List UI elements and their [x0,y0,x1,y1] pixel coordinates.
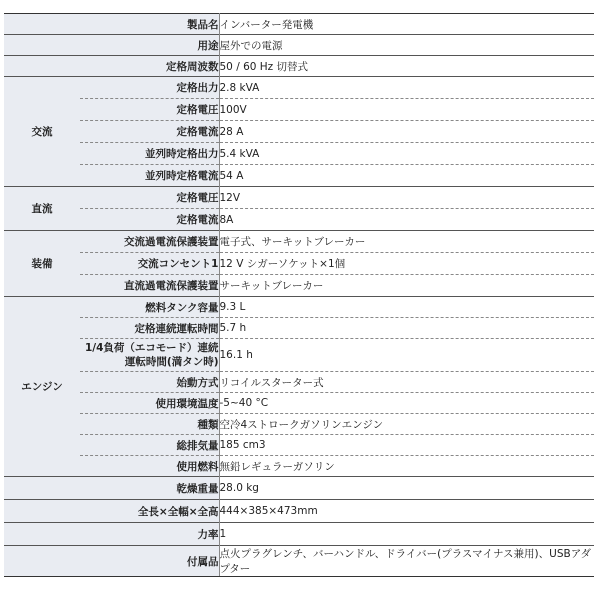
spec-row-displacement [4,435,594,456]
spec-row-usage [4,35,594,56]
row-value: 9.3 L [219,297,594,318]
group-label-dc: 直流 [4,187,80,231]
row-label: 力率 [4,523,219,546]
row-label: 付属品 [4,546,219,577]
row-label: 全長×全幅×全高 [4,500,219,523]
spec-row-dimensions [4,500,594,523]
row-value: サーキットブレーカー [219,275,594,297]
row-label: 使用燃料 [80,456,219,477]
row-label: 並列時定格出力 [80,143,219,165]
row-value: 185 cm3 [219,435,594,456]
spec-row-fuel-tank [4,297,594,318]
row-value: 28.0 kg [219,477,594,500]
spec-row-rated-runtime [4,318,594,339]
row-value: 空冷4ストロークガソリンエンジン [219,414,594,435]
row-label: 定格電流 [80,209,219,231]
group-label-ac: 交流 [4,77,80,187]
spec-row-accessories [4,546,594,577]
row-value: 屋外での電源 [219,35,594,56]
spec-row-operating-temp [4,393,594,414]
row-label: 総排気量 [80,435,219,456]
spec-row-engine-type [4,414,594,435]
spec-row-ac-rated-output [4,77,594,99]
spec-row-dc-rated-voltage [4,187,594,209]
group-label-equipment: 装備 [4,231,80,297]
row-label: 定格出力 [80,77,219,99]
row-label: 定格電圧 [80,187,219,209]
group-label-engine: エンジン [4,297,80,477]
row-value: 無鉛レギュラーガソリン [219,456,594,477]
row-value: 12V [219,187,594,209]
row-value: -5~40 °C [219,393,594,414]
row-label: 定格連続運転時間 [80,318,219,339]
row-label: 燃料タンク容量 [80,297,219,318]
row-value: 28 A [219,121,594,143]
spec-row-rated-frequency [4,56,594,77]
row-label: 使用環境温度 [80,393,219,414]
row-value: 50 / 60 Hz 切替式 [219,56,594,77]
row-label: 始動方式 [80,372,219,393]
spec-row-ac-parallel-output [4,143,594,165]
spec-row-ac-parallel-current [4,165,594,187]
row-label: 乾燥重量 [4,477,219,500]
spec-table [4,13,594,577]
row-label: 定格電圧 [80,99,219,121]
row-label: 定格電流 [80,121,219,143]
row-label: 直流過電流保護装置 [80,275,219,297]
spec-row-fuel-type [4,456,594,477]
row-label: 1/4負荷（エコモード）連続運転時間(満タン時) [80,339,219,372]
spec-row-power-factor [4,523,594,546]
spec-row-ac-overcurrent-protection [4,231,594,253]
row-value: 5.7 h [219,318,594,339]
row-value: 5.4 kVA [219,143,594,165]
row-value: リコイルスターター式 [219,372,594,393]
spec-row-product-name [4,14,594,35]
row-label: 交流コンセント1 [80,253,219,275]
row-value: 54 A [219,165,594,187]
row-label: 並列時定格電流 [80,165,219,187]
row-label: 交流過電流保護装置 [80,231,219,253]
spec-row-dc-rated-current [4,209,594,231]
row-value: 点火プラグレンチ、バーハンドル、ドライバー(プラスマイナス兼用)、USBアダプター [219,546,594,577]
row-value: 12 V シガーソケット×1個 [219,253,594,275]
spec-row-start-method [4,372,594,393]
row-label: 種類 [80,414,219,435]
spec-row-ac-outlet [4,253,594,275]
row-value: 電子式、サーキットブレーカー [219,231,594,253]
row-value: 1 [219,523,594,546]
row-label: 用途 [4,35,219,56]
spec-row-ac-rated-voltage [4,99,594,121]
row-value: 100V [219,99,594,121]
spec-row-dry-weight [4,477,594,500]
row-label: 製品名 [4,14,219,35]
spec-sheet [4,13,594,577]
row-value: 8A [219,209,594,231]
spec-row-dc-overcurrent-protection [4,275,594,297]
row-value: インバーター発電機 [219,14,594,35]
row-label: 定格周波数 [4,56,219,77]
spec-row-ac-rated-current [4,121,594,143]
row-value: 2.8 kVA [219,77,594,99]
spec-row-eco-runtime [4,339,594,372]
row-value: 444×385×473mm [219,500,594,523]
row-value: 16.1 h [219,339,594,372]
